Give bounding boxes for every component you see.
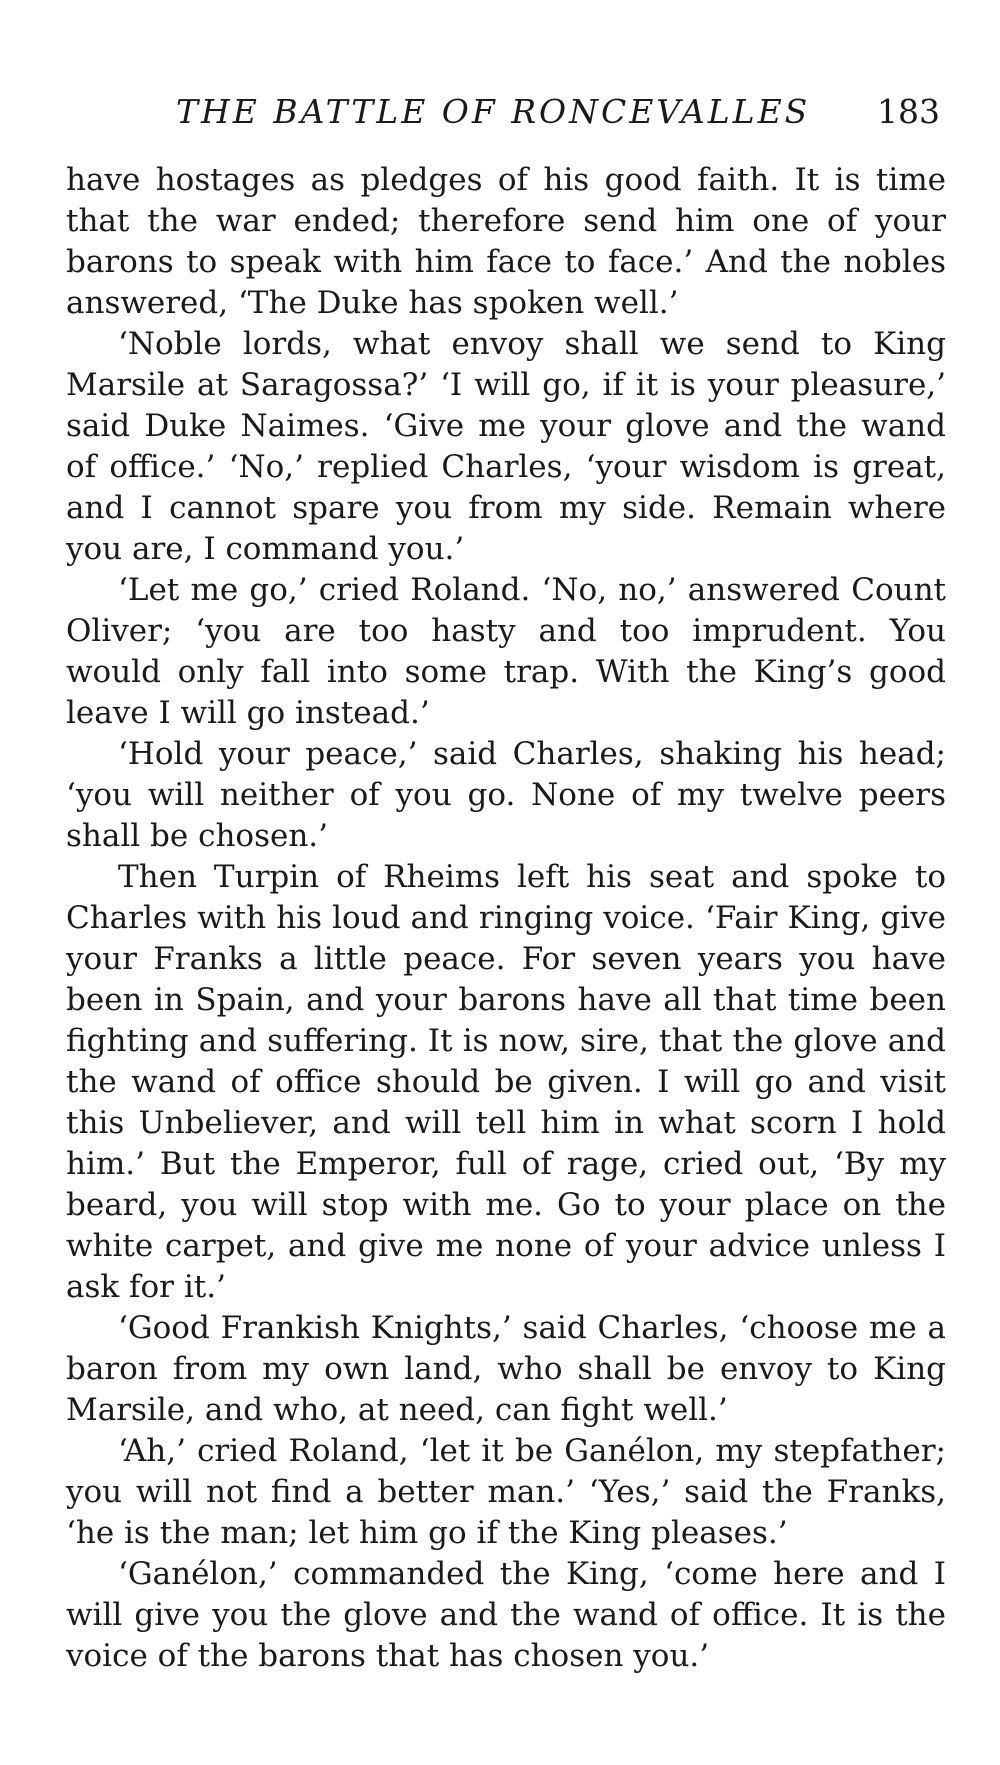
- paragraph: ‘Ganélon,’ commanded the King, ‘come here and I will give you the glove and the wand of office. It is the voice of the barons that has chosen you.’: [66, 1556, 946, 1674]
- paragraph-continued: have hostages as pledges of his good faith. It is time that the war ended; therefore send him one of your barons to speak with him face to face.’ And the nobles answered, ‘The Duke has spoken well.’: [66, 162, 946, 321]
- paragraph: ‘Ah,’ cried Roland, ‘let it be Ganélon, my stepfather; you will not find a better man.’ ‘Yes,’ said the Franks, ‘he is the man; let him go if the King pleases.’: [66, 1433, 946, 1551]
- running-title: THE BATTLE OF RONCEVALLES: [176, 92, 811, 131]
- running-header: [66, 92, 946, 136]
- body-text: [66, 160, 946, 1677]
- paragraph: ‘Good Frankish Knights,’ said Charles, ‘choose me a baron from my own land, who shall be envoy to King Marsile, and who, at need, can fight well.’: [66, 1310, 946, 1428]
- paragraph: Then Turpin of Rheims left his seat and spoke to Charles with his loud and ringing voice. ‘Fair King, give your Franks a little peace. For seven years you have been in Spain, and your barons have all that time been fighting and suffering. It is now, sire, that the glove and the wand of office should be given. I will go and visit this Unbeliever, and will tell him in what scorn I hold him.’ But the Emperor, full of rage, cried out, ‘By my beard, you will stop with me. Go to your place on the white carpet, and give me none of your advice unless I ask for it.’: [66, 859, 946, 1305]
- paragraph: ‘Noble lords, what envoy shall we send to King Marsile at Saragossa?’ ‘I will go, if it is your pleasure,’ said Duke Naimes. ‘Give me your glove and the wand of office.’ ‘No,’ replied Charles, ‘your wisdom is great, and I cannot spare you from my side. Remain where you are, I command you.’: [66, 326, 946, 567]
- paragraph: ‘Let me go,’ cried Roland. ‘No, no,’ answered Count Oliver; ‘you are too hasty and too imprudent. You would only fall into some trap. With the King’s good leave I will go instead.’: [66, 572, 946, 731]
- page-number: 183: [877, 92, 940, 131]
- paragraph: ‘Hold your peace,’ said Charles, shaking his head; ‘you will neither of you go. None of my twelve peers shall be chosen.’: [66, 736, 946, 854]
